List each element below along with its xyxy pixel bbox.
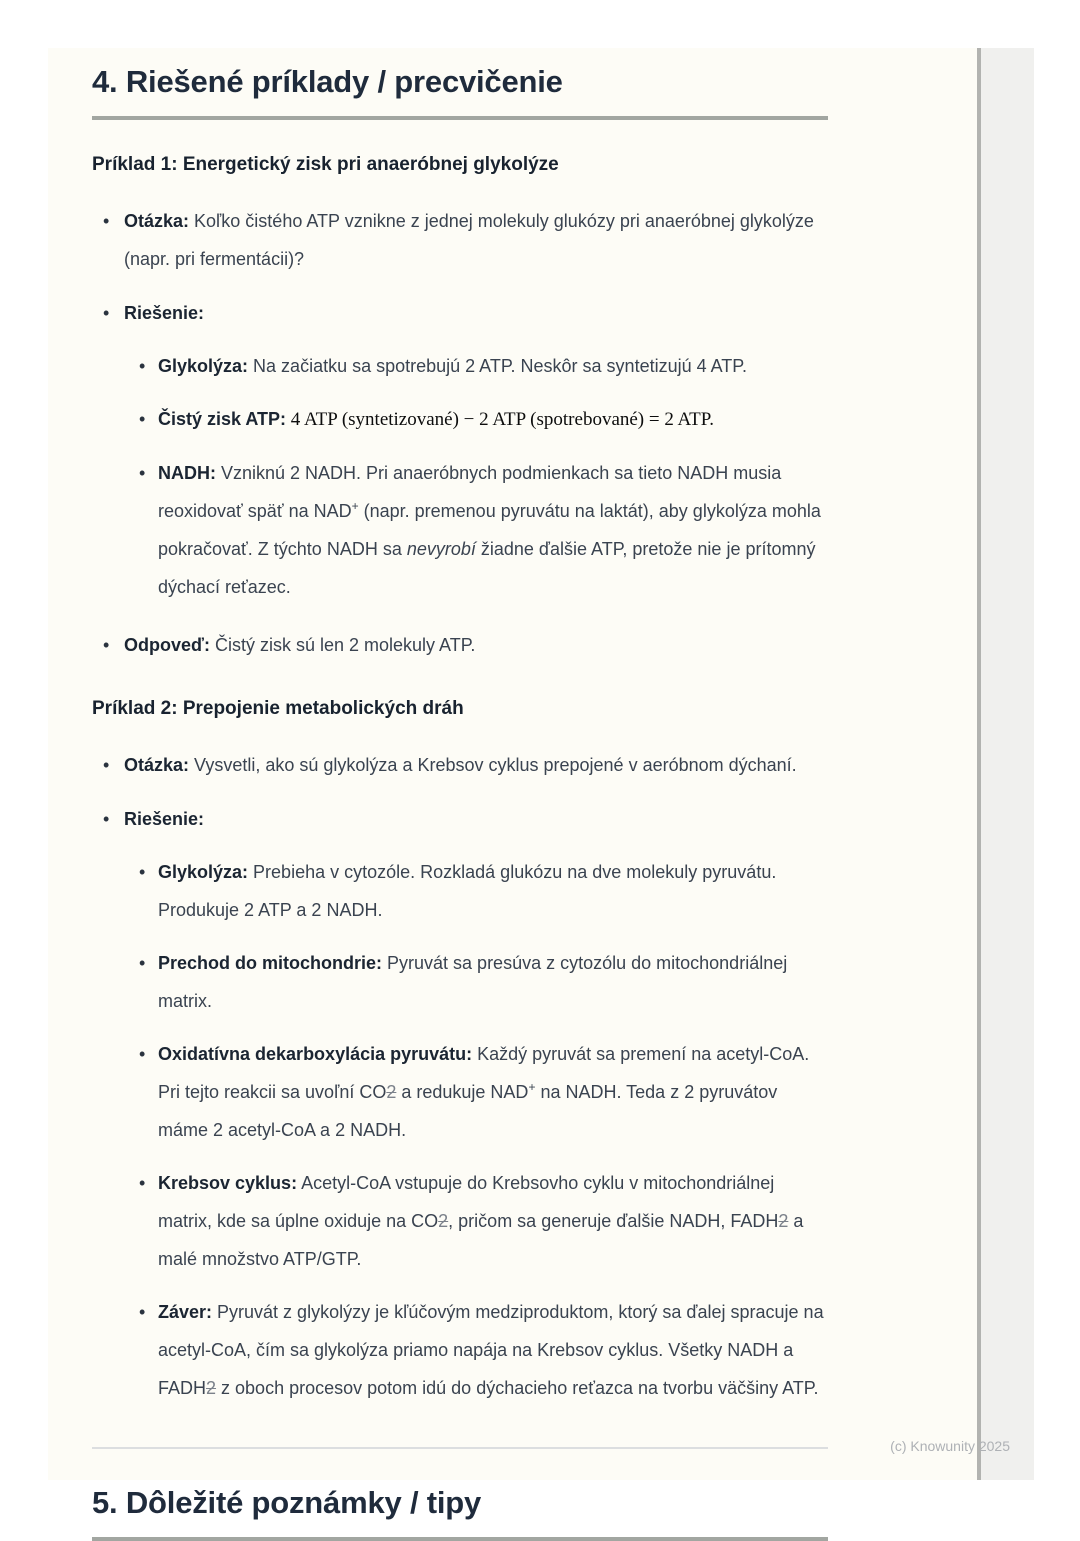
bullet-label: Otázka: — [124, 755, 190, 775]
bullet-text: (napr. premenou pyruvátu na laktát), aby glykolýza mohla pokračovať. Z týchto NADH sa — [158, 501, 821, 559]
bullet-nadh — [124, 454, 828, 606]
bullet-label: Prechod do mitochondrie: — [158, 953, 383, 973]
bullet-net-gain — [124, 400, 828, 439]
bullet-glycolysis-2 — [124, 853, 828, 929]
bullet-label: Záver: — [158, 1302, 213, 1322]
bullet-conclusion — [124, 1293, 828, 1407]
section-4-title-rule — [92, 116, 828, 120]
bullet-label: Čistý zisk ATP: — [158, 409, 287, 429]
bullet-solution-2 — [92, 800, 828, 1407]
bullet-text: Pyruvát sa presúva z cytozólu do mitochondriálnej matrix. — [158, 953, 788, 1011]
watermark: (c) Knowunity 2025 — [890, 1438, 1010, 1454]
bullet-label: NADH: — [158, 463, 216, 483]
bullet-text: a malé množstvo ATP/GTP. — [158, 1211, 804, 1269]
strikethrough-subscript: 2 — [438, 1211, 449, 1231]
bullet-mitochondria-transfer — [124, 944, 828, 1020]
section-5-title-rule — [92, 1537, 828, 1541]
bullet-oxidative-decarboxylation — [124, 1035, 828, 1149]
bullet-krebs-cycle — [124, 1164, 828, 1278]
bullet-label: Krebsov cyklus: — [158, 1173, 298, 1193]
bullet-text: Čistý zisk sú len 2 molekuly ATP. — [209, 635, 476, 655]
bullet-label: Riešenie: — [124, 303, 205, 323]
solution-2-sublist — [124, 853, 828, 1407]
scrollbar[interactable] — [977, 48, 1034, 1480]
bullet-label: Oxidatívna dekarboxylácia pyruvátu: — [158, 1044, 473, 1064]
formula-text: 4 ATP (syntetizované) − 2 ATP (spotrebované) = 2 ATP. — [286, 409, 714, 430]
superscript-plus: + — [351, 499, 359, 513]
section-4-title: 4. Riešené príklady / precvičenie — [92, 64, 563, 99]
bullet-question-2 — [92, 746, 828, 784]
example-1-list — [92, 202, 828, 664]
bullet-glycolysis-1 — [124, 347, 828, 385]
bullet-label: Otázka: — [124, 211, 190, 231]
bullet-text: na NADH. Teda z 2 pyruvátov máme 2 acetyl-CoA a 2 NADH. — [158, 1082, 778, 1140]
bullet-text: Acetyl-CoA vstupuje do Krebsovho cyklu v mitochondriálnej matrix, kde sa úplne oxiduje na CO — [158, 1173, 775, 1231]
bullet-text: Na začiatku sa spotrebujú 2 ATP. Neskôr sa syntetizujú 4 ATP. — [248, 356, 747, 376]
bullet-label: Glykolýza: — [158, 356, 249, 376]
strikethrough-subscript: 2 — [778, 1211, 789, 1231]
bullet-answer-1 — [92, 626, 828, 664]
example-1-heading: Príklad 1: Energetický zisk pri anaeróbnej glykolýze — [92, 154, 559, 175]
superscript-plus: + — [528, 1080, 536, 1094]
bullet-text: Prebieha v cytozóle. Rozkladá glukózu na dve molekuly pyruvátu. Produkuje 2 ATP a 2 NADH. — [158, 862, 777, 920]
document-content — [92, 48, 828, 1541]
bullet-text: žiadne ďalšie ATP, pretože nie je prítomný dýchací reťazec. — [158, 539, 816, 597]
bullet-label: Odpoveď: — [124, 635, 210, 655]
bullet-text: Koľko čistého ATP vznikne z jednej molekuly glukózy pri anaeróbnej glykolýze (napr. pri fermentácii)? — [124, 211, 814, 269]
bullet-text: Vzniknú 2 NADH. Pri anaeróbnych podmienkach sa tieto NADH musia reoxidovať späť na NAD — [158, 463, 782, 521]
italic-text: nevyrobí — [406, 539, 476, 559]
section-divider — [92, 1447, 828, 1449]
strikethrough-subscript: 2 — [386, 1082, 397, 1102]
section-5-title: 5. Dôležité poznámky / tipy — [92, 1485, 482, 1520]
bullet-question-1 — [92, 202, 828, 278]
bullet-text: a redukuje NAD — [396, 1082, 529, 1102]
document-page — [48, 48, 1034, 1520]
example-2-heading: Príklad 2: Prepojenie metabolických dráh — [92, 698, 464, 719]
bullet-text: z oboch procesov potom idú do dýchacieho reťazca na tvorbu väčšiny ATP. — [216, 1378, 819, 1398]
bullet-text: , pričom sa generuje ďalšie NADH, FADH — [448, 1211, 779, 1231]
bullet-solution-1 — [92, 294, 828, 606]
bullet-label: Riešenie: — [124, 809, 205, 829]
bullet-label: Glykolýza: — [158, 862, 249, 882]
bullet-text: Každý pyruvát sa premení na acetyl-CoA. Pri tejto reakcii sa uvoľní CO — [158, 1044, 810, 1102]
example-2-list — [92, 746, 828, 1407]
strikethrough-subscript: 2 — [206, 1378, 217, 1398]
solution-1-sublist — [124, 347, 828, 606]
bullet-text: Pyruvát z glykolýzy je kľúčovým medziproduktom, ktorý sa ďalej spracuje na acetyl-CoA, čím sa glykolýza priamo napája na Krebsov cyklus. Všetky NADH a FADH — [158, 1302, 824, 1398]
bullet-text: Vysvetli, ako sú glykolýza a Krebsov cyklus prepojené v aeróbnom dýchaní. — [189, 755, 797, 775]
